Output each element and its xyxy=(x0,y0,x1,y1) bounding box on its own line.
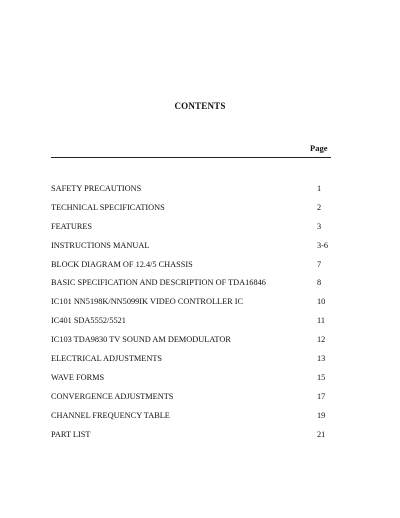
toc-entry-label: FEATURES xyxy=(51,221,93,231)
toc-entry-page: 19 xyxy=(317,410,326,420)
toc-entry-page: 10 xyxy=(317,297,326,307)
table-of-contents xyxy=(51,182,331,446)
toc-entry xyxy=(51,239,331,258)
toc-entry xyxy=(51,390,331,409)
toc-entry-page: 3-6 xyxy=(317,240,329,250)
toc-entry-label: IC401 SDA5552/5521 xyxy=(51,316,126,326)
toc-entry-page: 2 xyxy=(317,202,322,212)
toc-entry xyxy=(51,182,331,201)
toc-entry-page: 21 xyxy=(317,429,326,439)
toc-entry-page: 11 xyxy=(317,316,325,326)
header-divider xyxy=(51,157,331,158)
toc-entry-label: ELECTRICAL ADJUSTMENTS xyxy=(51,354,163,364)
toc-entry xyxy=(51,258,331,277)
toc-entry-label: PART LIST xyxy=(51,429,91,439)
toc-entry-label: CONVERGENCE ADJUSTMENTS xyxy=(51,391,174,401)
toc-entry xyxy=(51,201,331,220)
toc-entry xyxy=(51,371,331,390)
toc-entry-label: CHANNEL FREQUENCY TABLE xyxy=(51,410,170,420)
toc-entry-label: WAVE FORMS xyxy=(51,372,105,382)
toc-entry-page: 15 xyxy=(317,372,326,382)
toc-entry-page: 13 xyxy=(317,354,326,364)
toc-entry-page: 12 xyxy=(317,335,326,345)
toc-entry xyxy=(51,276,331,295)
toc-entry-label: BLOCK DIAGRAM OF 12.4/5 CHASSIS xyxy=(51,259,193,269)
toc-entry-page: 17 xyxy=(317,391,326,401)
toc-entry-label: TECHNICAL SPECIFICATIONS xyxy=(51,202,165,212)
toc-entry xyxy=(51,314,331,333)
toc-entry-label: BASIC SPECIFICATION AND DESCRIPTION OF TDA16846 xyxy=(51,278,266,288)
toc-entry-page: 7 xyxy=(317,259,322,269)
toc-entry-label: IC103 TDA9830 TV SOUND AM DEMODULATOR xyxy=(51,335,231,345)
toc-entry-label: INSTRUCTIONS MANUAL xyxy=(51,240,150,250)
toc-entry xyxy=(51,352,331,371)
toc-entry-label: SAFETY PRECAUTIONS xyxy=(51,184,142,193)
toc-entry-page: 1 xyxy=(317,184,322,193)
toc-entry-page: 3 xyxy=(317,221,322,231)
page-column-header: Page xyxy=(310,143,328,153)
toc-entry-label: IC101 NN5198K/NN5099IK VIDEO CONTROLLER IC xyxy=(51,297,244,307)
toc-entry-page: 8 xyxy=(317,278,322,288)
toc-entry xyxy=(51,428,331,447)
toc-entry xyxy=(51,295,331,314)
toc-entry xyxy=(51,409,331,428)
toc-entry xyxy=(51,333,331,352)
page-title: CONTENTS xyxy=(174,101,226,111)
toc-entry xyxy=(51,220,331,239)
